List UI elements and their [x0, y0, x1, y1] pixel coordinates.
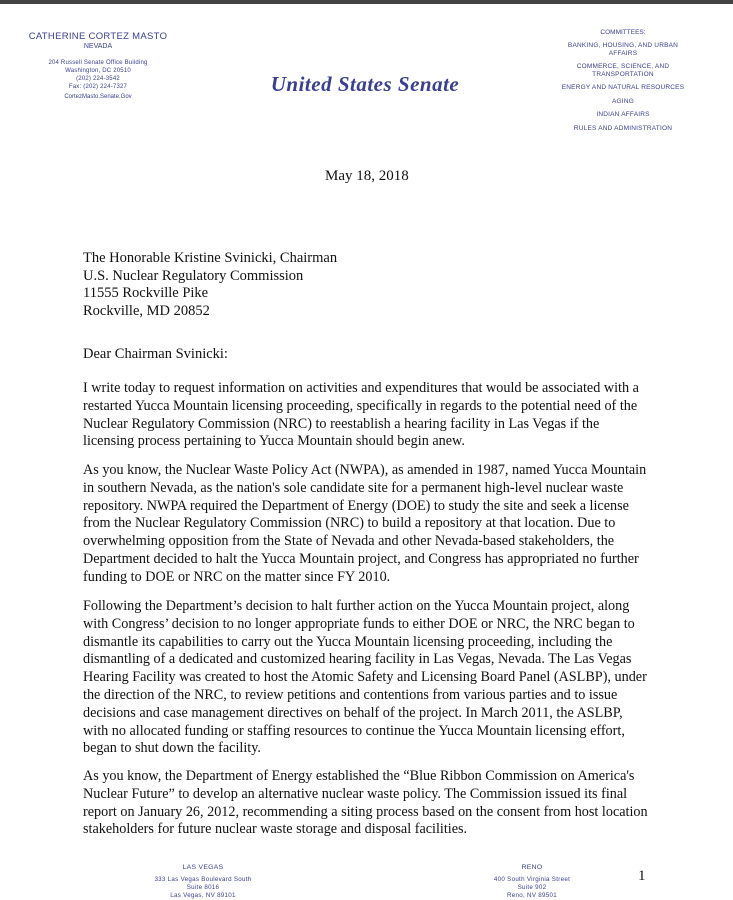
address-line: Washington, DC 20510	[65, 68, 131, 74]
footer-line: 333 Las Vegas Boulevard South	[154, 876, 252, 883]
senate-wordmark: United States Senate	[270, 72, 460, 96]
body-paragraph: Following the Department’s decision to halt further action on the Yucca Mountain project, along with Congress’ decision to no longer appropriate funds to either DOE or NRC, the NRC began to dismantle its capabilities to carry out the Yucca Mountain licensing proceeding, including the dismantling of a dedicated and customized hearing facility in Las Vegas, Nevada. The Las Vegas Hearing Facility was created to host the Atomic Safety and Licensing Board Panel (ASLBP), under the direction of the NRC, to review petitions and contentions from various parties and to issue decisions and case management directives on behalf of the project. In March 2011, the ASLBP, with no allocated funding or staffing resources to continue the Yucca Mountain licensing effort, began to shut down the facility.	[83, 598, 647, 757]
recipient-line: U.S. Nuclear Regulatory Commission	[83, 267, 304, 284]
office-address	[18, 59, 178, 91]
senator-name: CATHERINE CORTEZ MASTO	[28, 31, 168, 42]
letter-date: May 18, 2018	[325, 168, 409, 184]
footer-las-vegas-office	[138, 864, 268, 900]
footer-line: Suite 8016	[186, 884, 220, 891]
committees-header: COMMITTEES:	[600, 29, 646, 36]
footer-line: Suite 902	[517, 884, 547, 891]
address-line: 204 Russell Senate Office Building	[48, 60, 148, 66]
footer-city: LAS VEGAS	[182, 864, 224, 871]
salutation: Dear Chairman Svinicki:	[83, 346, 228, 362]
body-paragraph: I write today to request information on activities and expenditures that would be associated with a restarted Yucca Mountain licensing proceeding, specifically in regards to the potential need of the Nuclear Regulatory Commission (NRC) to reestablish a hearing facility in Las Vegas if the licensing process pertaining to Yucca Mountain should begin anew.	[83, 380, 639, 450]
committee-item: ENERGY AND NATURAL RESOURCES	[561, 84, 685, 91]
footer-reno-office	[472, 864, 592, 900]
footer-line: 400 South Virginia Street	[493, 876, 571, 883]
address-line: Fax: (202) 224-7327	[68, 84, 128, 90]
page-number: 1	[638, 868, 646, 884]
footer-line: Las Vegas, NV 89101	[170, 892, 236, 899]
recipient-address	[83, 250, 337, 320]
website: CortezMasto.Senate.Gov	[64, 94, 132, 100]
senator-contact-block	[18, 31, 178, 100]
committee-item: INDIAN AFFAIRS	[596, 111, 650, 118]
top-border	[0, 0, 733, 4]
footer-line: Reno, NV 89501	[507, 892, 557, 899]
body-paragraph: As you know, the Department of Energy established the “Blue Ribbon Commission on America's Nuclear Future” to develop an alternative nuclear waste policy. The Commission issued its final report on January 26, 2012, recommending a siting process based on the consent from host location stakeholders for future nuclear waste storage and disposal facilities.	[83, 768, 648, 838]
address-line: (202) 224-3542	[76, 76, 120, 82]
recipient-line: The Honorable Kristine Svinicki, Chairman	[83, 250, 338, 266]
committee-item: COMMERCE, SCIENCE, AND TRANSPORTATION	[576, 63, 670, 78]
senator-state: NEVADA	[83, 43, 113, 50]
recipient-line: Rockville, MD 20852	[83, 302, 210, 319]
committee-item: AGING	[612, 97, 634, 105]
committees-list	[553, 29, 693, 138]
committee-item: BANKING, HOUSING, AND URBAN AFFAIRS	[567, 42, 679, 57]
committee-item: RULES AND ADMINISTRATION	[573, 124, 673, 132]
recipient-line: 11555 Rockville Pike	[83, 285, 209, 301]
body-paragraph: As you know, the Nuclear Waste Policy Act (NWPA), as amended in 1987, named Yucca Mountain in southern Nevada, as the nation's sole candidate site for a permanent high-level nuclear waste repository. NWPA required the Department of Energy (DOE) to study the site and seek a license from the Nuclear Regulatory Commission (NRC) to build a repository at that location. Due to overwhelming opposition from the State of Nevada and other Nevada-based stakeholders, the Department decided to halt the Yucca Mountain project, and Congress has appropriated no further funding to DOE or NRC on the matter since FY 2010.	[83, 462, 647, 585]
footer-city: RENO	[521, 864, 543, 871]
